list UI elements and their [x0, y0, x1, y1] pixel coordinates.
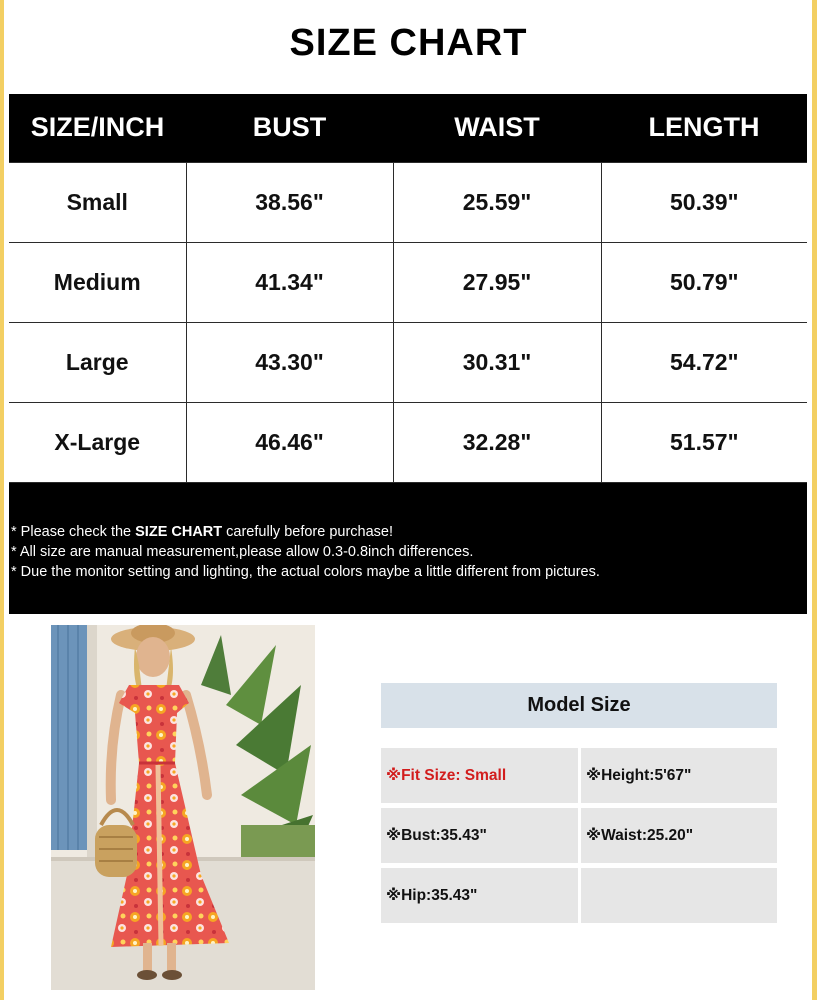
model-photo: [51, 625, 315, 990]
model-size-card: [381, 683, 777, 904]
frame-right-border: [812, 0, 817, 1000]
note-emphasis: SIZE CHART: [135, 524, 223, 540]
header-waist: WAIST: [393, 94, 601, 162]
size-table: [9, 94, 807, 483]
waist-cell: 25.59": [393, 162, 601, 242]
note-text: carefully before purchase!: [222, 524, 394, 540]
length-cell: 50.79": [601, 242, 807, 322]
table-row: [9, 322, 807, 402]
length-cell: 54.72": [601, 322, 807, 402]
size-cell: Large: [9, 322, 186, 402]
table-header-row: [9, 94, 807, 162]
length-cell: 50.39": [601, 162, 807, 242]
size-cell: Small: [9, 162, 186, 242]
model-photo-illustration: [51, 625, 315, 990]
bust-cell: 43.30": [186, 322, 393, 402]
waist-cell: 27.95": [393, 242, 601, 322]
fit-size-cell: ※Fit Size: Small: [381, 748, 578, 803]
bust-measure-cell: ※Bust:35.43": [381, 808, 578, 863]
frame-left-border: [0, 0, 4, 1000]
length-cell: 51.57": [601, 402, 807, 482]
header-size-inch: SIZE/INCH: [9, 94, 186, 162]
note-line-measurement: * All size are manual measurement,please allow 0.3-0.8inch differences.: [11, 544, 474, 560]
bust-cell: 38.56": [186, 162, 393, 242]
note-line-colors: * Due the monitor setting and lighting, the actual colors maybe a little different from pictures.: [11, 564, 600, 580]
bust-cell: 46.46": [186, 402, 393, 482]
waist-cell: 30.31": [393, 322, 601, 402]
empty-cell: [581, 868, 777, 923]
waist-cell: 32.28": [393, 402, 601, 482]
table-row: [9, 402, 807, 482]
waist-measure-cell: ※Waist:25.20": [581, 808, 777, 863]
header-bust: BUST: [186, 94, 393, 162]
hip-measure-cell: ※Hip:35.43": [381, 868, 578, 923]
notes-panel: [9, 483, 807, 614]
table-row: [9, 162, 807, 242]
size-cell: X-Large: [9, 402, 186, 482]
size-chart-title: SIZE CHART: [289, 22, 528, 64]
bust-cell: 41.34": [186, 242, 393, 322]
table-row: [9, 242, 807, 322]
header-length: LENGTH: [601, 94, 807, 162]
note-line-check-chart: [11, 522, 807, 542]
height-cell: ※Height:5'67": [581, 748, 777, 803]
size-cell: Medium: [9, 242, 186, 322]
note-text: * Please check the: [11, 524, 136, 540]
model-size-header: Model Size: [381, 683, 777, 728]
